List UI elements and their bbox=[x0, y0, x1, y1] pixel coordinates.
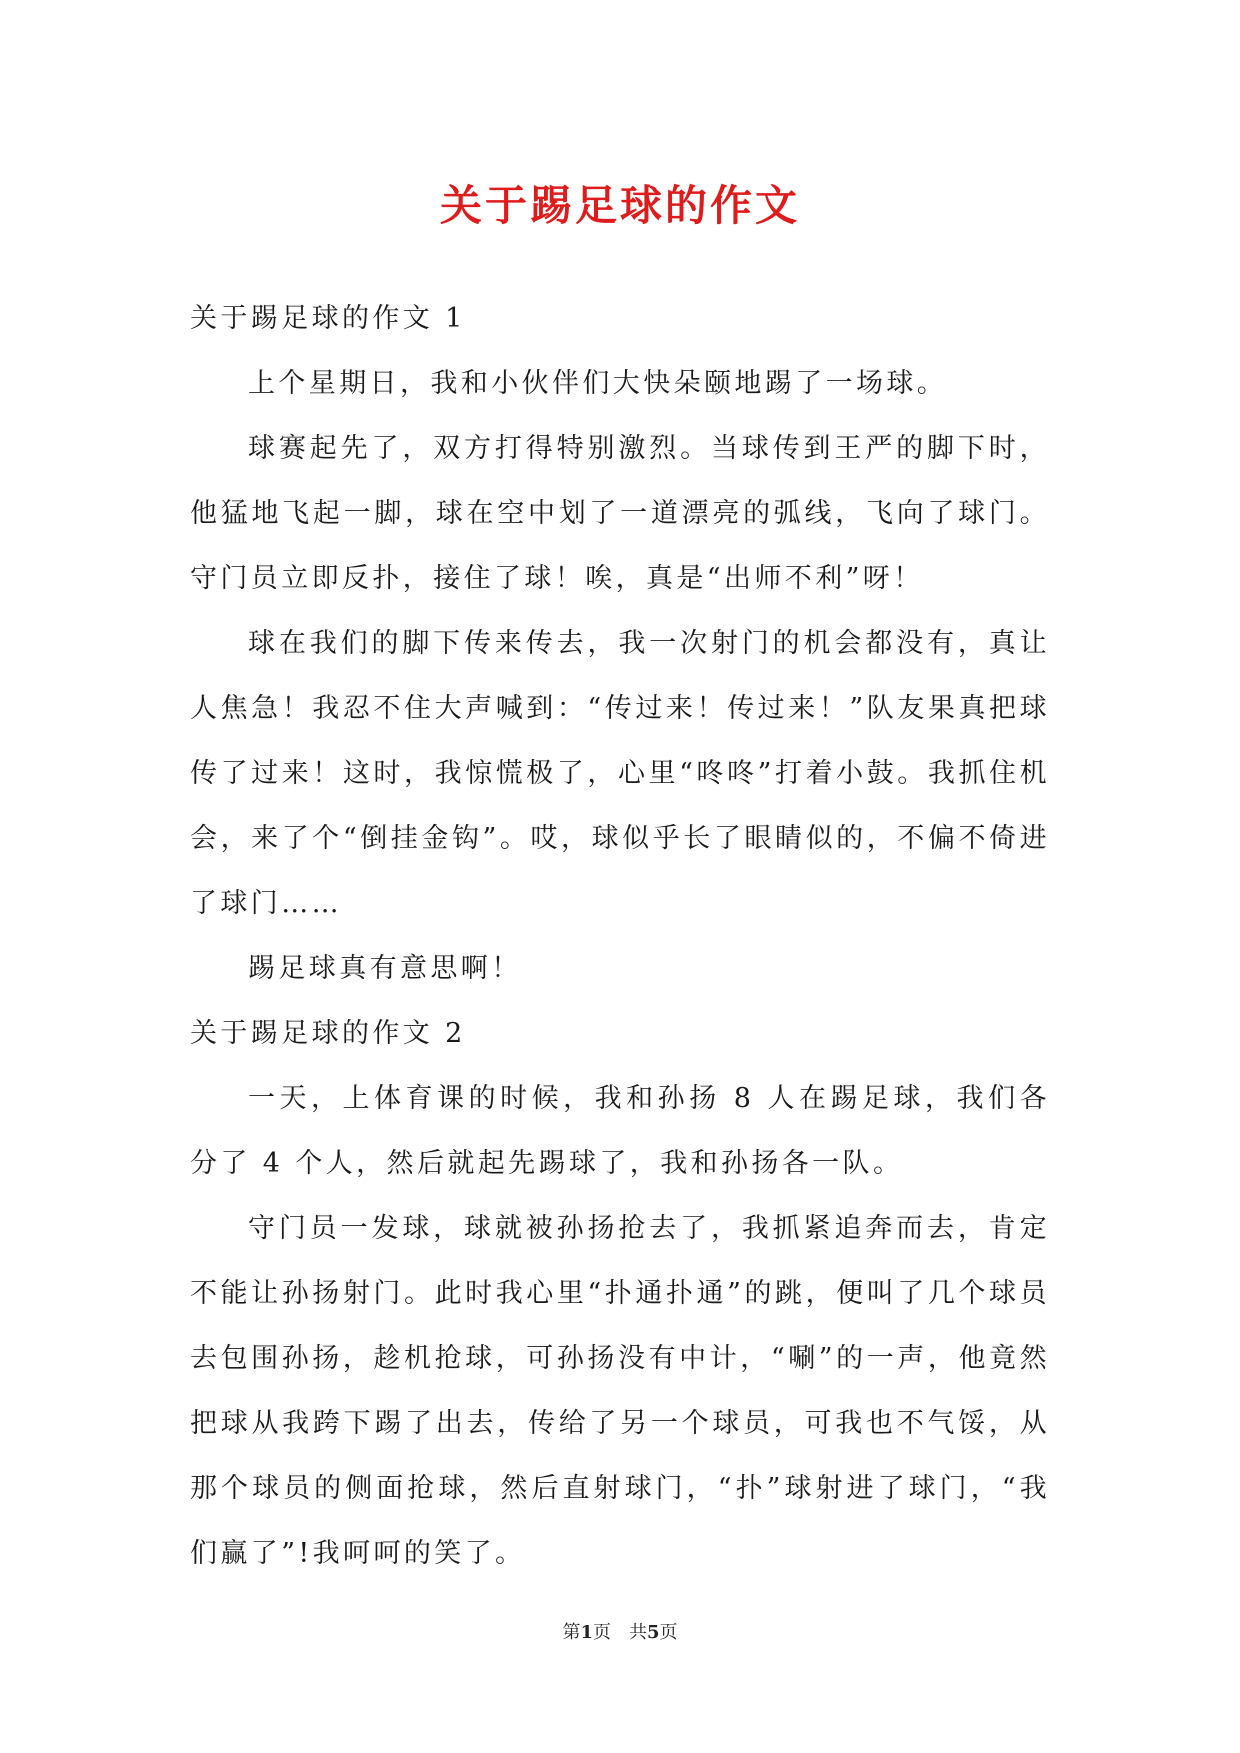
paragraph: 球在我们的脚下传来传去，我一次射门的机会都没有，真让人焦急！我忍不住大声喊到：“传过来！传过来！”队友果真把球传了过来！这时，我惊慌极了，心里“咚咚”打着小鼓。我抓住机会，来了个“倒挂金钩”。哎，球似乎长了眼睛似的，不偏不倚进了球门…… bbox=[190, 628, 1050, 919]
page-label: 页 bbox=[593, 1622, 611, 1643]
page-total: 5 bbox=[647, 1622, 660, 1643]
document-title: 关于踢足球的作文 bbox=[439, 181, 800, 230]
document-body bbox=[190, 286, 1050, 1586]
paragraph: 球赛起先了，双方打得特别激烈。当球传到王严的脚下时，他猛地飞起一脚，球在空中划了一道漂亮的弧线，飞向了球门。守门员立即反扑，接住了球！唉，真是“出师不利”呀！ bbox=[190, 433, 1050, 594]
total-prefix: 共 bbox=[629, 1622, 647, 1643]
section-heading: 关于踢足球的作文 2 bbox=[190, 1018, 466, 1049]
paragraph: 上个星期日，我和小伙伴们大快朵颐地踢了一场球。 bbox=[248, 368, 948, 399]
paragraph: 踢足球真有意思啊！ bbox=[248, 953, 522, 984]
page-current: 1 bbox=[580, 1622, 593, 1643]
page-footer bbox=[0, 1620, 1240, 1646]
total-label: 页 bbox=[659, 1622, 678, 1643]
section-heading: 关于踢足球的作文 1 bbox=[190, 303, 466, 334]
paragraph: 守门员一发球，球就被孙扬抢去了，我抓紧追奔而去，肯定不能让孙扬射门。此时我心里“扑通扑通”的跳，便叫了几个球员去包围孙扬，趁机抢球，可孙扬没有中计，“唰”的一声，他竟然把球从我跨下踢了出去，传给了另一个球员，可我也不气馁，从那个球员的侧面抢球，然后直射球门，“扑”球射进了球门，“我们赢了”!我呵呵的笑了。 bbox=[190, 1213, 1050, 1569]
paragraph: 一天，上体育课的时候，我和孙扬 8 人在踢足球，我们各分了 4 个人，然后就起先踢球了，我和孙扬各一队。 bbox=[190, 1083, 1050, 1179]
page-prefix: 第 bbox=[562, 1622, 581, 1643]
